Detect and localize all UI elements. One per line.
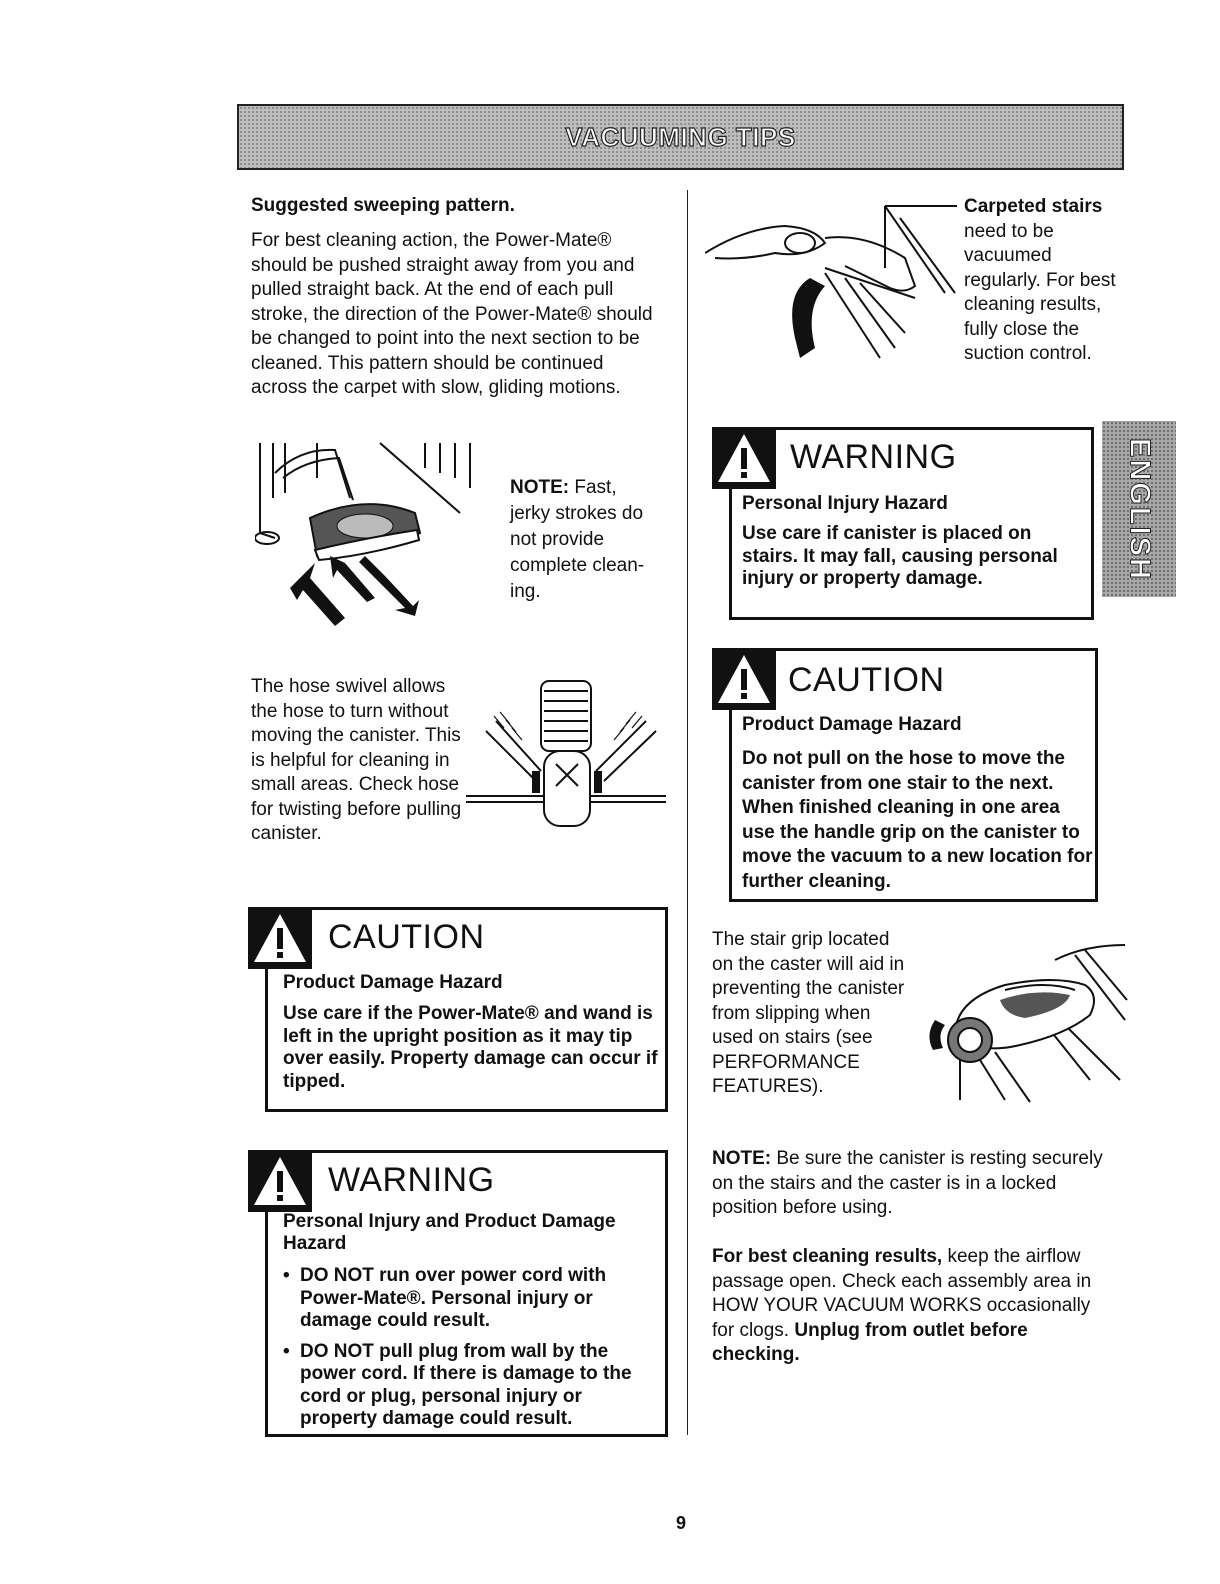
page-number: 9 <box>676 1513 687 1533</box>
powermate-sweep-illustration <box>255 438 485 638</box>
canister-on-stairs-illustration <box>925 940 1130 1105</box>
note-canister <box>712 1147 1112 1221</box>
caution-title-left: CAUTION <box>328 918 485 956</box>
language-tab-label: ENGLISH <box>1123 437 1156 581</box>
warning-body-right: Use care if canister is placed on stairs. It may fall, causing personal injury or property damage. <box>742 523 1058 589</box>
caution-subtitle-left: Product Damage Hazard <box>283 972 503 993</box>
warning-box-right <box>729 427 1094 620</box>
warning-triangle-icon <box>712 648 776 710</box>
section-title: VACUUMING TIPS <box>565 121 796 152</box>
note-sweep <box>510 475 660 605</box>
sweep-heading: Suggested sweeping pattern. <box>251 195 515 216</box>
section-title-banner <box>237 104 1124 170</box>
note-text: Fast, jerky strokes do not provide complete clean-ing. <box>510 477 645 602</box>
warning-subtitle-right: Personal Injury Hazard <box>742 493 948 514</box>
caution-body-right: Do not pull on the hose to move the canister from one stair to the next. When finished cleaning in one area use the handle grip on the canister to move the vacuum to a new location for further cleaning. <box>742 748 1093 892</box>
best-cleaning-paragraph <box>712 1245 1117 1368</box>
warning-bullet: • DO NOT run over power cord with Power-Mate®. Personal injury or damage could result. <box>280 1265 658 1333</box>
carpeted-stairs-heading: Carpeted stairs <box>964 196 1103 217</box>
warning-triangle-icon <box>712 427 776 489</box>
carpeted-stairs-text: need to be vacuumed regularly. For best cleaning results, fully close the suction control. <box>964 220 1116 364</box>
sweep-paragraph: For best cleaning action, the Power-Mate® should be pushed straight away from you and pulled straight back. At the end of each pull stroke, the direction of the Power-Mate® should be changed to point into the next section to be cleaned. This pattern should be continued across the carpet with slow, gliding motions. <box>251 230 653 398</box>
warning-subtitle-left: Personal Injury and Product Damage Hazard <box>283 1211 616 1254</box>
caution-subtitle-right: Product Damage Hazard <box>742 714 962 735</box>
note-label: NOTE: <box>712 1148 772 1169</box>
best-cleaning-label: For best cleaning results, <box>712 1246 943 1267</box>
caution-box-left <box>265 907 668 1112</box>
warning-triangle-icon <box>248 1150 312 1212</box>
warning-bullet-list <box>280 1265 658 1439</box>
best-cleaning-unplug: Unplug from outlet before checking. <box>712 1319 1028 1365</box>
carpeted-stairs-paragraph <box>964 195 1124 367</box>
warning-title-left: WARNING <box>328 1161 495 1199</box>
best-cleaning-text: keep the airflow passage open. Check each assembly area in HOW YOUR VACUUM WORKS occasionally for clogs. <box>712 1246 1092 1341</box>
caution-title-right: CAUTION <box>788 661 945 699</box>
hose-swivel-paragraph: The hose swivel allows the hose to turn without moving the canister. This is helpful for cleaning in small areas. Check hose for twisting before pulling canister. <box>251 676 462 844</box>
language-tab <box>1102 421 1176 597</box>
note-text: Be sure the canister is resting securely on the stairs and the caster is in a locked position before using. <box>712 1148 1103 1218</box>
warning-bullet: • DO NOT pull plug from wall by the power cord. If there is damage to the cord or plug, personal injury or property damage could result. <box>280 1341 658 1431</box>
stair-grip-paragraph: The stair grip located on the caster will aid in preventing the canister from slipping when used on stairs (see PERFORMANCE FEATURES). <box>712 929 905 1097</box>
column-divider <box>687 190 688 1435</box>
note-label: NOTE: <box>510 477 570 498</box>
warning-title-right: WARNING <box>790 438 957 476</box>
stairs-hand-illustration <box>705 198 960 363</box>
warning-triangle-icon <box>248 907 312 969</box>
caution-body-left: Use care if the Power-Mate® and wand is left in the upright position as it may tip over easily. Property damage can occur if tipped. <box>283 1003 658 1092</box>
warning-box-left <box>265 1150 668 1437</box>
caution-box-right <box>729 648 1098 902</box>
hose-swivel-illustration <box>466 676 671 831</box>
